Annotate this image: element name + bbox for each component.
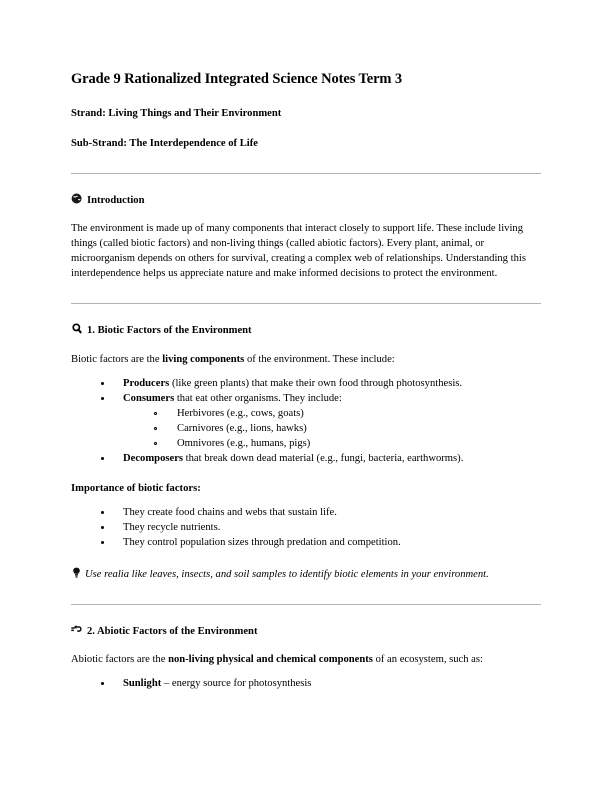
section-two-lead-suffix: of an ecosystem, such as: — [372, 653, 483, 665]
list-item-text: that eat other organisms. They include: — [174, 393, 342, 405]
bullet-icon — [101, 397, 104, 400]
list-item-text: They recycle nutrients. — [123, 522, 221, 534]
lightbulb-icon — [71, 567, 82, 578]
list-item-text: Carnivores (e.g., lions, hawks) — [177, 423, 307, 435]
section-two-lead — [71, 652, 541, 667]
teaching-tip-text: Use realia like leaves, insects, and soil samples to identify biotic elements in your environment. — [85, 569, 489, 581]
bullet-icon — [101, 457, 104, 460]
bullet-icon — [101, 511, 104, 514]
section-two-heading-text: 2. Abiotic Factors of the Environment — [87, 626, 258, 638]
section-one-lead — [71, 352, 541, 367]
list-item-label: Sunlight — [123, 677, 162, 689]
list-item-label: Decomposers — [123, 453, 184, 465]
circle-bullet-icon — [154, 442, 157, 445]
circle-bullet-icon — [154, 427, 157, 430]
substrand-label: Sub-Strand: The Interdependence of Life — [71, 137, 258, 149]
list-item-text: They control population sizes through predation and competition. — [123, 537, 401, 549]
divider-section-two — [71, 604, 541, 605]
section-one-heading-text: 1. Biotic Factors of the Environment — [87, 325, 252, 337]
introduction-paragraph: The environment is made up of many components that interact closely to support life. These include living things (called biotic factors) and non-living things (called abiotic factors). Every plant, animal, or microorganism depends on others for survival, creating a complex web of relationships. Understanding this interdependence helps us appreciate nature and make informed decisions to protect the environment. — [71, 223, 526, 280]
section-two-lead-bold: non-living physical and chemical components — [168, 653, 373, 665]
list-item — [101, 391, 541, 451]
list-item — [101, 505, 541, 520]
abiotic-factors-list — [71, 676, 541, 691]
introduction-heading-text: Introduction — [87, 194, 145, 206]
list-item — [101, 676, 541, 691]
list-item — [101, 451, 541, 466]
introduction-heading — [71, 193, 541, 208]
list-item — [101, 376, 541, 391]
importance-heading: Importance of biotic factors: — [71, 483, 201, 495]
page-title: Grade 9 Rationalized Integrated Science Notes Term 3 — [71, 71, 403, 87]
list-item — [154, 406, 541, 421]
magnifying-glass-icon — [71, 323, 84, 334]
bullet-icon — [101, 541, 104, 544]
consumers-sublist — [123, 406, 541, 451]
section-one-lead-prefix: Biotic factors are the — [71, 354, 163, 366]
section-one-lead-suffix: of the environment. These include: — [244, 354, 395, 366]
list-item-text: Herbivores (e.g., cows, goats) — [177, 408, 304, 420]
list-item-text: – energy source for photosynthesis — [161, 677, 312, 689]
section-two-heading — [71, 624, 541, 639]
list-item — [154, 436, 541, 451]
list-item-text: Omnivores (e.g., humans, pigs) — [177, 438, 311, 450]
section-two-lead-prefix: Abiotic factors are the — [71, 653, 169, 665]
bullet-icon — [101, 682, 104, 685]
list-item-label: Producers — [123, 378, 170, 390]
bullet-icon — [101, 382, 104, 385]
divider-top — [71, 173, 541, 174]
list-item — [154, 421, 541, 436]
globe-icon — [71, 193, 84, 204]
section-one-heading — [71, 323, 541, 338]
list-item-text: that break down dead material (e.g., fungi, bacteria, earthworms). — [183, 453, 464, 465]
importance-list — [71, 505, 541, 550]
list-item — [101, 520, 541, 535]
list-item-text: (like green plants) that make their own food through photosynthesis. — [169, 378, 463, 390]
dash-wind-icon — [71, 624, 84, 635]
list-item — [101, 535, 541, 550]
list-item-text: They create food chains and webs that sustain life. — [123, 507, 337, 519]
section-one-lead-bold: living components — [162, 354, 245, 366]
bullet-icon — [101, 526, 104, 529]
teaching-tip — [71, 567, 541, 582]
list-item-label: Consumers — [123, 393, 175, 405]
circle-bullet-icon — [154, 412, 157, 415]
divider-section-one — [71, 303, 541, 304]
strand-label: Strand: Living Things and Their Environment — [71, 108, 282, 120]
biotic-factors-list — [71, 376, 541, 466]
